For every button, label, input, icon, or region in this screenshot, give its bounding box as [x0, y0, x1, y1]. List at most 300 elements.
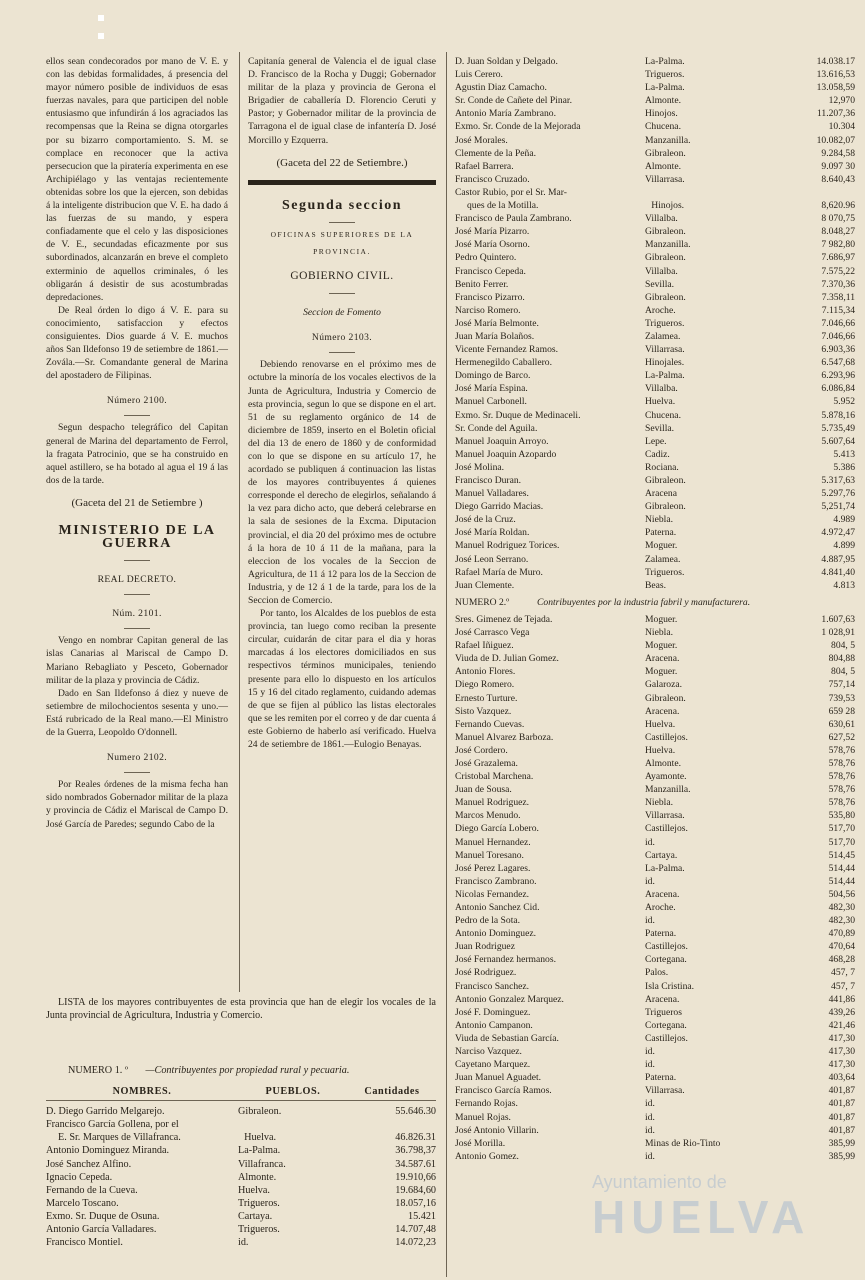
amount-cell: 804, 5 [831, 666, 855, 678]
name-cell: Fernando Rojas. [455, 1098, 518, 1110]
amount-cell: 468,28 [828, 954, 855, 966]
table-row [455, 678, 855, 691]
column-rule-1 [239, 52, 240, 992]
column-1 [46, 55, 228, 831]
gaceta-citation: (Gaceta del 21 de Setiembre ) [71, 496, 203, 509]
town-cell: Castillejos. [645, 941, 688, 953]
table-row [455, 1084, 855, 1097]
scan-marks [98, 8, 114, 14]
short-rule [124, 772, 150, 773]
name-cell: Nicolas Fernandez. [455, 888, 530, 900]
table-row [46, 1236, 436, 1249]
town-cell: Aracena. [645, 653, 680, 665]
table-row [455, 665, 855, 678]
name-cell: Antonio Flores. [455, 666, 516, 678]
table-row [455, 474, 855, 487]
name-cell: Francisco Duran. [455, 475, 522, 486]
subheading: OFICINAS SUPERIORES DE LA [270, 229, 414, 239]
column-2 [248, 55, 436, 751]
name-cell: Sres. Gimenez de Tejada. [455, 613, 553, 625]
table-1-number: NUMERO 1. º [68, 1065, 129, 1076]
table-row [455, 94, 855, 107]
name-cell: Juan Rodriguez [455, 941, 515, 953]
town-cell: id. [645, 836, 655, 848]
paragraph: Por tanto, los Alcaldes de los pueblos de esta provincia, tan luego como reciban la presente circular, cuidarán de citar para el dia y horas marcadas á los electores domiciliados en sus respectivos términos municipales, teniendo presente para ello lo dispuesto en los artículos 15 y 16 del citado reglamento, cuidando ademas de que se fijen al público las listas electorales que se les remiten por el correo y de dar cuenta á este Gobierno de haberlo así verificado. Huelva 24 de setiembre de 1861.—Eulogio Benayas. [248, 608, 436, 751]
name-cell: Francisco Montiel. [46, 1237, 123, 1249]
town-cell: Trigueros. [645, 317, 685, 329]
lista-heading [46, 996, 436, 1022]
amount-cell: 401,87 [828, 1098, 855, 1110]
amount-cell: 482,30 [828, 902, 855, 913]
table-row [455, 68, 855, 81]
amount-cell: 5.386 [833, 461, 855, 473]
name-cell: Castor Rubio, por el Sr. Mar- [455, 186, 567, 198]
name-cell: José de la Cruz. [455, 514, 516, 526]
name-cell: Sr. Conde del Aguila. [455, 422, 538, 434]
table-row [455, 409, 855, 422]
amount-cell: 757,14 [828, 679, 855, 691]
table-row [455, 1045, 855, 1058]
town-cell: Almonte. [645, 95, 681, 107]
name-cell: Antonio Dominguez Miranda. [46, 1145, 170, 1157]
amount-cell: 630,61 [828, 718, 855, 730]
subsection-heading: Seccion de Fomento [303, 307, 381, 319]
name-cell: Francisco Cepeda. [455, 265, 526, 277]
amount-cell: 14.038.17 [816, 56, 855, 67]
name-cell: Diego García Lobero. [455, 823, 539, 835]
table-row [455, 160, 855, 173]
amount-cell: 385,99 [828, 1137, 855, 1149]
town-cell: Chucena. [645, 409, 681, 421]
section-number: Número 2100. [106, 395, 168, 407]
town-cell: Zalamea. [645, 553, 681, 565]
table-row [455, 395, 855, 408]
name-cell: José Cordero. [455, 744, 508, 756]
table-row [455, 369, 855, 382]
town-cell: Cadiz. [645, 448, 670, 460]
town-cell: Manzanilla. [645, 239, 691, 251]
table-row [455, 330, 855, 343]
amount-cell: 482,30 [828, 915, 855, 927]
name-cell: Manuel Hernandez. [455, 836, 531, 848]
paragraph: Vengo en nombrar Capitan general de las islas Canarias al Mariscal de Campo D. Mariano Rebagliato y Pesceto, Gobernador militar de la plaza y provincia de Cádiz. [46, 635, 228, 686]
amount-cell: 4.813 [833, 579, 855, 591]
town-cell: Gibraleon. [645, 692, 686, 704]
section-heading: MINISTERIO DE LA GUERRA [58, 523, 216, 552]
table-1 [46, 1062, 436, 1249]
town-cell: Moguer. [645, 540, 678, 552]
table-row [455, 173, 855, 186]
amount-cell: 1.607,63 [821, 613, 855, 625]
header-pueblos: PUEBLOS. [265, 1086, 321, 1098]
amount-cell: 470,89 [828, 928, 855, 940]
name-cell: José Antonio Villarin. [455, 1124, 539, 1136]
amount-cell: 578,76 [828, 797, 855, 809]
name-cell: Marcos Menudo. [455, 810, 521, 822]
table-row [455, 822, 855, 835]
town-cell: id. [645, 915, 655, 927]
table-row [455, 435, 855, 448]
table-row [455, 980, 855, 993]
amount-cell: 8.048,27 [821, 226, 855, 238]
table-row [455, 914, 855, 927]
short-rule [124, 415, 150, 416]
amount-cell: 5,251,74 [821, 501, 855, 513]
town-cell: Villarrasa. [645, 810, 685, 822]
name-cell: José María Roldan. [455, 527, 530, 539]
table-row [455, 1006, 855, 1019]
name-cell: Manuel Rojas. [455, 1111, 511, 1123]
table-row [455, 901, 855, 914]
town-cell: Manzanilla. [645, 784, 691, 796]
town-cell: Gibraleon. [238, 1106, 282, 1118]
table-row [455, 849, 855, 862]
town-cell: Almonte. [645, 160, 681, 172]
table-row [455, 796, 855, 809]
table-row [455, 718, 855, 731]
amount-cell: 804,88 [828, 653, 855, 665]
table-row [455, 81, 855, 94]
table-row [455, 966, 855, 979]
amount-cell: 401,87 [828, 1085, 855, 1097]
name-cell: Rafael Barrera. [455, 160, 514, 172]
town-cell: Moguer. [645, 640, 678, 652]
name-cell: Fernando de la Cueva. [46, 1184, 138, 1196]
table-row [455, 147, 855, 160]
town-cell: Isla Cristina. [645, 980, 695, 992]
amount-cell: 34.587.61 [395, 1158, 436, 1170]
amount-cell: 457, 7 [831, 980, 855, 992]
town-cell: Huelva. [645, 396, 676, 408]
amount-cell: 7.575,22 [821, 265, 855, 277]
amount-cell: 10.304 [828, 121, 855, 133]
table-row [455, 626, 855, 639]
table-row [455, 566, 855, 579]
name-cell: Exmo. Sr. Duque de Osuna. [46, 1210, 160, 1222]
amount-cell: 578,76 [828, 771, 855, 783]
name-cell: Manuel Rodriguez. [455, 797, 530, 809]
town-cell: Villarrasa. [645, 173, 685, 185]
amount-cell: 14.707,48 [395, 1224, 436, 1236]
name-cell: Antonio María Zambrano. [455, 108, 556, 120]
name-cell: Antonio Sanchez Cid. [455, 902, 540, 913]
name-cell: Juan de Sousa. [455, 784, 512, 796]
amount-cell: 470,64 [828, 941, 855, 953]
name-cell: Francisco Zambrano. [455, 875, 537, 887]
section-number: Núm. 2101. [112, 608, 162, 620]
table-row [455, 539, 855, 552]
name-cell: Diego Garrido Macias. [455, 501, 544, 513]
table-row [455, 940, 855, 953]
table-row [455, 1111, 855, 1124]
amount-cell: 578,76 [828, 757, 855, 769]
town-cell: id. [645, 1111, 655, 1123]
town-cell: Niebla. [645, 627, 673, 639]
name-cell: Domingo de Barco. [455, 370, 531, 382]
name-cell: José Perez Lagares. [455, 862, 531, 874]
name-cell: Francisco García Ramos. [455, 1085, 552, 1097]
town-cell: Cartaya. [645, 849, 678, 861]
town-cell: Paterna. [645, 928, 677, 940]
table-row [455, 757, 855, 770]
table-row [46, 1144, 436, 1157]
town-cell: Gibraleon. [645, 475, 686, 486]
table-row [455, 356, 855, 369]
amount-cell: 7.370,36 [821, 278, 855, 290]
name-cell: Juan Clemente. [455, 579, 515, 591]
town-cell: Aroche. [645, 902, 676, 913]
section-thick-rule [248, 180, 436, 185]
town-cell: Castillejos. [645, 823, 688, 835]
table-row [455, 120, 855, 133]
town-cell [645, 186, 765, 199]
amount-cell: 5.607,64 [821, 435, 855, 447]
table-row [455, 278, 855, 291]
town-cell: Palos. [645, 967, 669, 979]
table-1-title [46, 1064, 436, 1077]
header-nombres: NOMBRES. [112, 1086, 172, 1098]
table-row [455, 448, 855, 461]
amount-cell: 804, 5 [831, 640, 855, 652]
table-row [455, 291, 855, 304]
town-cell: Aracena. [645, 705, 680, 717]
name-cell: Antonio Campanon. [455, 1019, 533, 1031]
short-rule [124, 560, 150, 561]
town-cell: id. [645, 1059, 655, 1071]
amount-cell: 6.086,84 [821, 383, 855, 395]
amount-cell: 417,30 [828, 1059, 855, 1071]
town-cell: Huelva. [645, 718, 676, 730]
table-row [455, 1097, 855, 1110]
table-row [455, 652, 855, 665]
paragraph: Capitanía general de Valencia el de igual clase D. Francisco de la Rocha y Duggi; Gobernador militar de la plaza y provincia de Gerona el Brigadier de caballería D. Florencio Ceruti y Pastor; y Gobernador militar de la provincia de Tarragona el de igual clase de infantería D. José Morcillo y Ezquerra. [248, 56, 436, 146]
amount-cell: 10.082,07 [816, 134, 855, 146]
name-cell: Manuel Carbonell. [455, 396, 527, 408]
amount-cell: 19.910,66 [395, 1171, 436, 1183]
town-cell: Gibraleon. [645, 501, 686, 513]
name-cell: Ignacio Cepeda. [46, 1171, 113, 1183]
table-row [455, 1019, 855, 1032]
amount-cell: 9.097 30 [821, 160, 855, 172]
amount-cell [765, 186, 855, 199]
name-cell: Manuel Valladares. [455, 488, 529, 500]
town-cell: id. [645, 875, 655, 887]
short-rule [124, 594, 150, 595]
town-cell: Trigueros [645, 1006, 682, 1018]
name-cell: Exmo. Sr. Conde de la Mejorada [455, 121, 581, 133]
name-cell: Pedro de la Sota. [455, 915, 521, 927]
table-1-continued-rows [455, 55, 855, 592]
name-cell: Cristobal Marchena. [455, 771, 534, 783]
amount-cell: 5.317,63 [821, 475, 855, 486]
town-cell: Huelva. [244, 1132, 277, 1144]
town-cell: Cortegana. [645, 954, 687, 966]
table-row [455, 692, 855, 705]
name-cell: Juan Manuel Aguadet. [455, 1072, 542, 1084]
table-row [455, 513, 855, 526]
town-cell: Lepe. [645, 435, 667, 447]
table-row [455, 1032, 855, 1045]
town-cell: Hinojos. [645, 108, 678, 120]
town-cell: id. [645, 1046, 655, 1058]
amount-cell: 4.841,40 [821, 566, 855, 578]
name-cell: José Carrasco Vega [455, 627, 530, 639]
office-heading: GOBIERNO CIVIL. [290, 270, 394, 283]
amount-cell: 421,46 [828, 1019, 855, 1031]
amount-cell: 36.798,37 [395, 1145, 436, 1157]
name-cell: Clemente de la Peña. [455, 147, 536, 159]
town-cell: Aracena. [645, 993, 680, 1005]
town-cell: Trigueros. [645, 566, 685, 578]
name-cell: Manuel Rodriguez Torices. [455, 540, 560, 552]
watermark-line-2: HUELVA [592, 1191, 811, 1243]
table-2-number: NUMERO 2.º [455, 596, 510, 608]
table-row [455, 1137, 855, 1150]
table-row [455, 639, 855, 652]
name-cell: Francisco Sanchez. [455, 980, 530, 992]
section-number: REAL DECRETO. [97, 574, 177, 586]
table-row [455, 613, 855, 626]
amount-cell: 514,44 [828, 875, 855, 887]
name-cell: Narciso Romero. [455, 304, 521, 316]
table-row [455, 526, 855, 539]
town-cell: La-Palma. [238, 1145, 281, 1157]
table-row [46, 1184, 436, 1197]
town-cell: La-Palma. [645, 370, 685, 382]
table-row [46, 1197, 436, 1210]
town-cell: La-Palma. [645, 82, 685, 94]
name-cell: Viuda de Sebastian García. [455, 1032, 559, 1044]
town-cell [238, 1118, 348, 1131]
table-row [455, 783, 855, 796]
name-cell: Antonio García Valladares. [46, 1224, 157, 1236]
name-cell: Hermenegildo Caballero. [455, 357, 552, 369]
town-cell: Huelva. [238, 1184, 270, 1196]
table-row [46, 1223, 436, 1236]
name-cell: Antonio Dominguez. [455, 928, 537, 940]
name-cell: Fernando Cuevas. [455, 718, 525, 730]
town-cell: Paterna. [645, 527, 677, 539]
town-cell: Gibraleon. [645, 147, 686, 159]
town-cell: Almonte. [645, 757, 681, 769]
table-row [455, 251, 855, 264]
column-rule-2 [446, 52, 447, 1277]
name-cell: Narciso Vazquez. [455, 1046, 522, 1058]
paragraph: De Real órden lo digo á V. E. para su conocimiento, satisfaccion y efectos consiguientes. Dios guarde á V. E. muchos años San Ildefonso 19 de setiembre de 1861.—Zovála.—Sr. Comandante general de Marina del apostadero de Filipinas. [46, 304, 228, 382]
table-row [46, 1171, 436, 1184]
amount-cell: 19.684,60 [395, 1184, 436, 1196]
amount-cell: 417,30 [828, 1032, 855, 1044]
amount-cell: 8 070,75 [821, 213, 855, 225]
name-cell: Francisco Pizarro. [455, 291, 525, 303]
amount-cell: 6.293,96 [821, 370, 855, 382]
amount-cell: 578,76 [828, 784, 855, 796]
town-cell: Almonte. [238, 1171, 277, 1183]
table-row [455, 461, 855, 474]
table-row [455, 731, 855, 744]
amount-cell: 578,76 [828, 744, 855, 756]
amount-cell: 7.046,66 [821, 330, 855, 342]
table-row [455, 343, 855, 356]
name-cell: José María Osorno. [455, 239, 530, 251]
amount-cell: 439,26 [828, 1006, 855, 1018]
name-cell: Cayetano Marquez. [455, 1059, 531, 1071]
amount-cell: 517,70 [828, 836, 855, 848]
amount-cell: 517,70 [828, 823, 855, 835]
amount-cell: 6.547,68 [821, 357, 855, 369]
table-row [455, 199, 855, 212]
name-cell: Luis Cerero. [455, 69, 503, 81]
amount-cell: 6.903,36 [821, 344, 855, 356]
amount-cell: 4.972,47 [821, 527, 855, 539]
name-cell: Benito Ferrer. [455, 278, 509, 290]
town-cell: Castillejos. [645, 731, 688, 743]
town-cell: Ayamonte. [645, 771, 687, 783]
town-cell: id. [238, 1237, 249, 1249]
table-row [455, 1124, 855, 1137]
amount-cell: 514,44 [828, 862, 855, 874]
amount-cell [348, 1118, 436, 1131]
name-cell: Sr. Conde de Cañete del Pinar. [455, 95, 572, 107]
amount-cell: 4.899 [833, 540, 855, 552]
table-row [455, 836, 855, 849]
town-cell: Moguer. [645, 613, 678, 625]
town-cell: Chucena. [645, 121, 681, 133]
table-row [46, 1105, 436, 1118]
town-cell: Villalba. [645, 265, 678, 277]
table-row [455, 134, 855, 147]
table-row [455, 304, 855, 317]
table-row [455, 744, 855, 757]
name-cell: José F. Dominguez. [455, 1006, 531, 1018]
table-1-rows [46, 1105, 436, 1249]
town-cell: Rociana. [645, 461, 679, 473]
town-cell: Aracena. [645, 888, 680, 900]
section-heading: Segunda seccion [281, 197, 403, 213]
town-cell: id. [645, 1124, 655, 1136]
amount-cell: 7 982,80 [821, 239, 855, 251]
table-1-header-rule [46, 1100, 436, 1101]
name-cell: ques de la Motilla. [467, 200, 539, 212]
name-cell: Manuel Joaquin Arroyo. [455, 435, 549, 447]
amount-cell: 14.072,23 [395, 1237, 436, 1249]
town-cell: id. [645, 1098, 655, 1110]
town-cell: Villalba. [645, 383, 678, 395]
amount-cell: 7.046,66 [821, 317, 855, 329]
town-cell: Trigueros. [238, 1197, 280, 1209]
town-cell: Aracena [645, 488, 677, 500]
town-cell: Hinojos. [651, 200, 685, 212]
table-row [455, 1071, 855, 1084]
amount-cell: 46.826.31 [395, 1132, 436, 1144]
name-cell: José Rodriguez. [455, 967, 517, 979]
name-cell: Agustin Diaz Camacho. [455, 82, 547, 94]
amount-cell: 417,30 [828, 1046, 855, 1058]
name-cell: D. Diego Garrido Melgarejo. [46, 1106, 165, 1118]
table-row [455, 888, 855, 901]
town-cell: La-Palma. [645, 862, 685, 874]
amount-cell: 385,99 [828, 1150, 855, 1162]
amount-cell: 504,56 [828, 888, 855, 900]
town-cell: Huelva. [645, 744, 676, 756]
name-cell: Marcelo Toscano. [46, 1197, 119, 1209]
table-row [455, 317, 855, 330]
amount-cell: 7.686,97 [821, 252, 855, 264]
town-cell: Sevilla. [645, 278, 675, 290]
table-row [455, 225, 855, 238]
paragraph: Debiendo renovarse en el próximo mes de octubre la minoría de los vocales electivos de la Junta de Agricultura, Industria y Comercio de esta provincia, segun lo que se dispone en el art. 51 de su reglamento orgánico de 14 de diciembre de 1859, inserto en el Boletin oficial del dia 13 de enero de 1860 y de conformidad con lo que se dispone en su artículo 17, he acordado se publiquen á continuacion las listas de los mayores contribuyentes á quienes corresponde el derecho de elegirlos, señalando á la vez para dicho acto, que deberá celebrarse en la sala de sesiones de la Excma. Diputacion provincial, el dia 20 del próximo mes de octubre á la hora de 10 á 11 de la mañana, para la eleccion de los vocales de la Seccion de Agricultura, de 11 á 12 para los de la Seccion de Industria, y de 12 á 1 de la tarde, para los de la Seccion de Comercio. [248, 359, 436, 606]
table-row [455, 500, 855, 513]
